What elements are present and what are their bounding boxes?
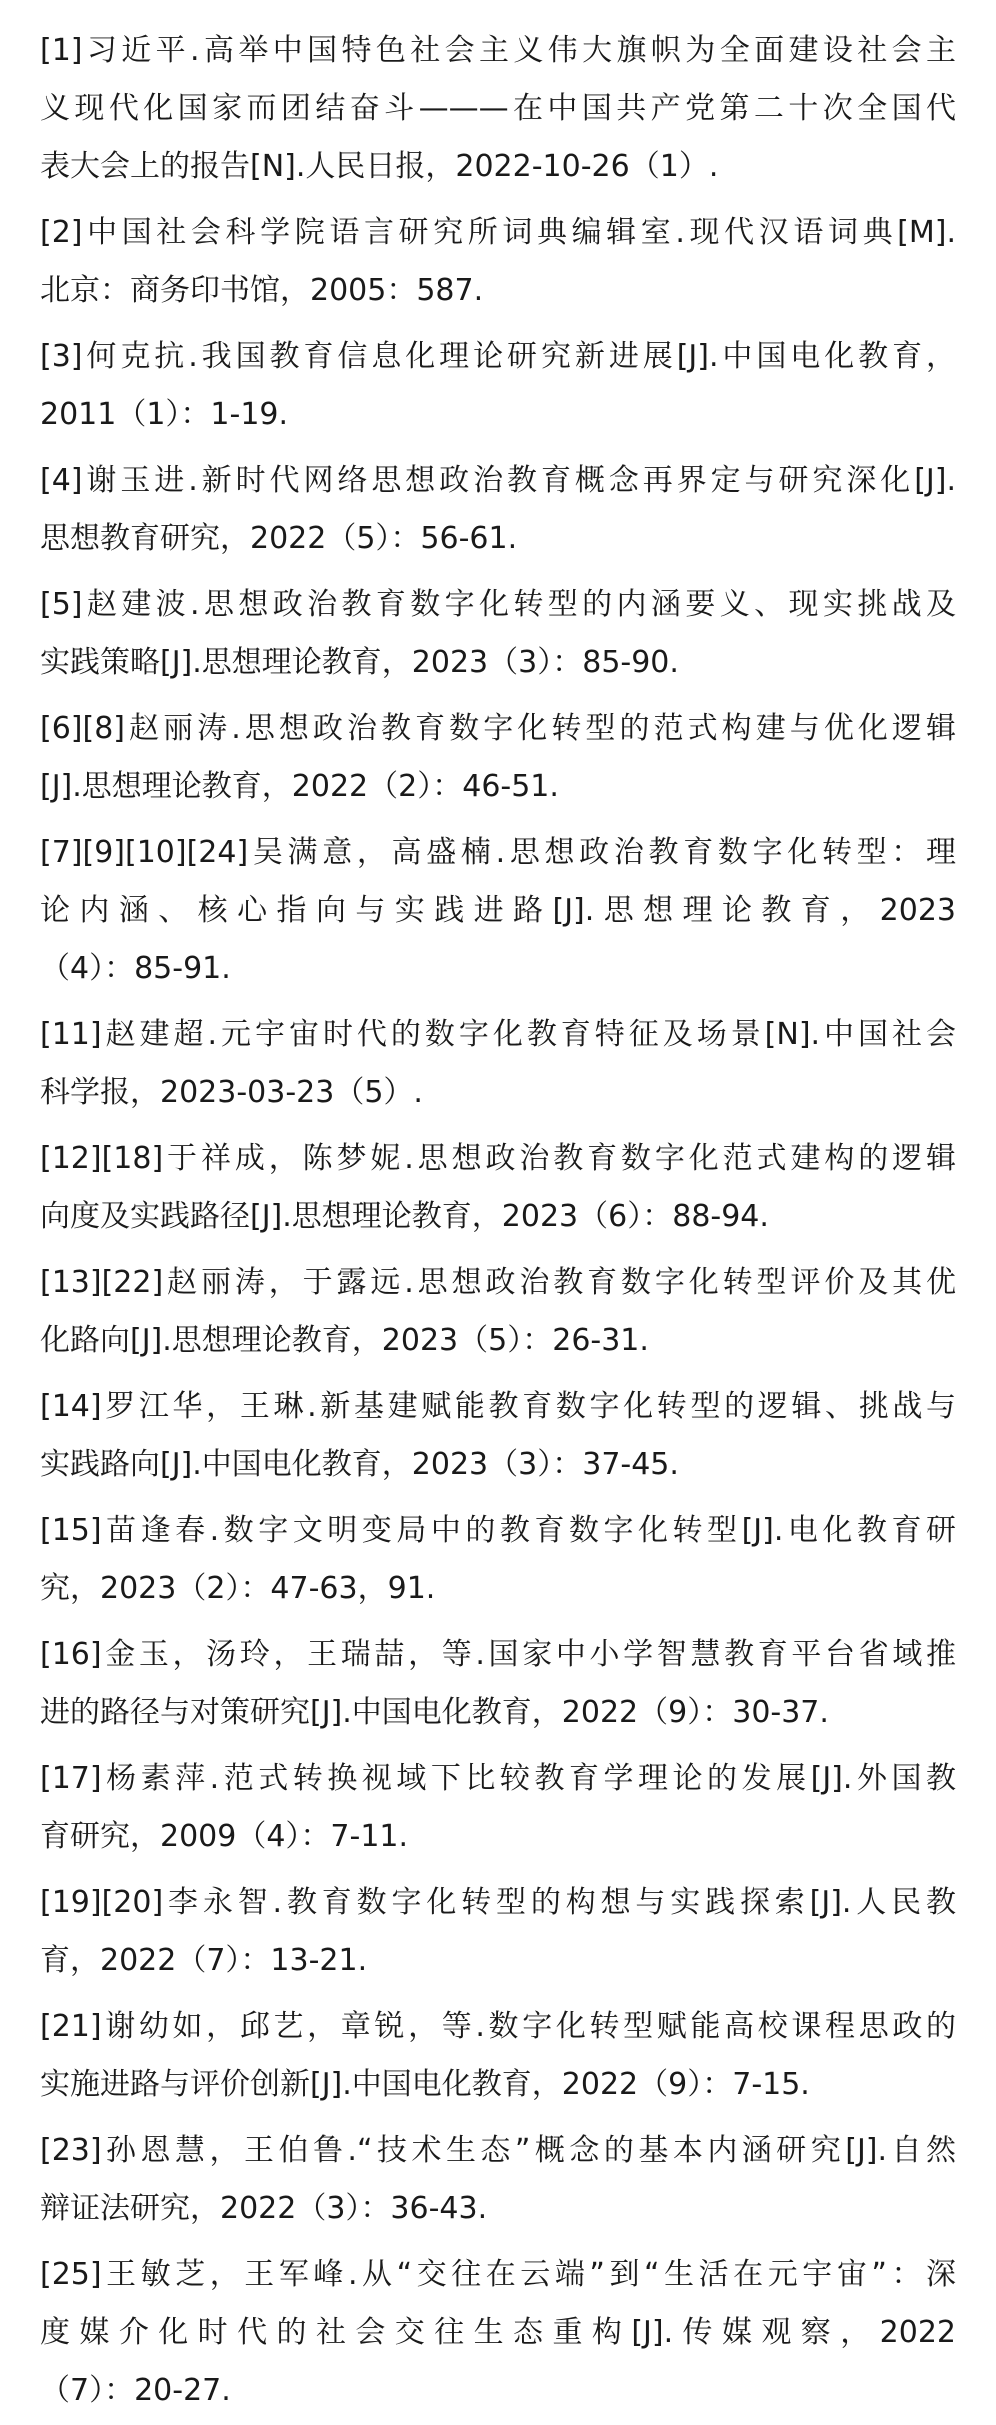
reference-entry <box>40 1874 956 1990</box>
reference-line: [25]王敏芝，王军峰.从“交往在云端”到“生活在元宇宙”：深 <box>40 2257 956 2292</box>
reference-line: [6][8]赵丽涛.思想政治教育数字化转型的范式构建与优化逻辑 <box>40 711 956 746</box>
reference-line: [19][20]李永智.教育数字化转型的构想与实践探索[J].人民教 <box>40 1885 956 1920</box>
reference-line: [23]孙恩慧，王伯鲁.“技术生态”概念的基本内涵研究[J].自然 <box>40 2133 956 2168</box>
reference-entry <box>40 328 956 444</box>
reference-entry <box>40 824 956 998</box>
reference-entry <box>40 2122 956 2238</box>
reference-entry <box>40 1998 956 2114</box>
reference-line: [14]罗江华，王琳.新基建赋能教育数字化转型的逻辑、挑战与 <box>40 1389 956 1424</box>
reference-line: 义现代化国家而团结奋斗———在中国共产党第二十次全国代 <box>40 91 956 126</box>
reference-line: 2011（1）：1-19. <box>40 397 289 432</box>
reference-line: [5]赵建波.思想政治教育数字化转型的内涵要义、现实挑战及 <box>40 587 956 622</box>
reference-line: [15]苗逢春.数字文明变局中的教育数字化转型[J].电化教育研 <box>40 1513 956 1548</box>
reference-line: [2]中国社会科学院语言研究所词典编辑室.现代汉语词典[M]. <box>40 215 956 250</box>
reference-line: 辩证法研究，2022（3）：36-43. <box>40 2191 488 2226</box>
reference-line: 实践路向[J].中国电化教育，2023（3）：37-45. <box>40 1447 679 1482</box>
reference-line: 科学报，2023-03-23（5）. <box>40 1075 423 1110</box>
reference-line: [12][18]于祥成，陈梦妮.思想政治教育数字化范式建构的逻辑 <box>40 1141 956 1176</box>
reference-line: 究，2023（2）：47-63，91. <box>40 1571 436 1606</box>
reference-line: [16]金玉，汤玲，王瑞喆，等.国家中小学智慧教育平台省域推 <box>40 1637 956 1672</box>
reference-list <box>40 22 956 2420</box>
reference-line: 思想教育研究，2022（5）：56-61. <box>40 521 518 556</box>
reference-entry <box>40 1006 956 1122</box>
reference-line: 进的路径与对策研究[J].中国电化教育，2022（9）：30-37. <box>40 1695 829 1730</box>
reference-line: [21]谢幼如，邱艺，章锐，等.数字化转型赋能高校课程思政的 <box>40 2009 956 2044</box>
reference-line: [1]习近平.高举中国特色社会主义伟大旗帜为全面建设社会主 <box>40 33 956 68</box>
reference-entry <box>40 452 956 568</box>
reference-line: [7][9][10][24]吴满意，高盛楠.思想政治教育数字化转型：理 <box>40 835 956 870</box>
reference-line: 育研究，2009（4）：7-11. <box>40 1819 409 1854</box>
reference-line: [J].思想理论教育，2022（2）：46-51. <box>40 769 559 804</box>
reference-line: 育，2022（7）：13-21. <box>40 1943 368 1978</box>
reference-entry <box>40 2246 956 2420</box>
reference-entry <box>40 1130 956 1246</box>
reference-line: 表大会上的报告[N].人民日报，2022-10-26（1）. <box>40 149 719 184</box>
reference-line: 度媒介化时代的社会交往生态重构[J].传媒观察，2022 <box>40 2315 956 2350</box>
reference-line: 化路向[J].思想理论教育，2023（5）：26-31. <box>40 1323 649 1358</box>
reference-line: （7）：20-27. <box>40 2373 231 2408</box>
reference-line: （4）：85-91. <box>40 951 231 986</box>
reference-line: [11]赵建超.元宇宙时代的数字化教育特征及场景[N].中国社会 <box>40 1017 956 1052</box>
reference-entry <box>40 1626 956 1742</box>
reference-entry <box>40 700 956 816</box>
reference-line: 实施进路与评价创新[J].中国电化教育，2022（9）：7-15. <box>40 2067 810 2102</box>
reference-line: 向度及实践路径[J].思想理论教育，2023（6）：88-94. <box>40 1199 769 1234</box>
reference-line: 论内涵、核心指向与实践进路[J].思想理论教育，2023 <box>40 893 956 928</box>
reference-line: [13][22]赵丽涛，于露远.思想政治教育数字化转型评价及其优 <box>40 1265 956 1300</box>
reference-entry <box>40 1378 956 1494</box>
reference-entry <box>40 204 956 320</box>
reference-line: [3]何克抗.我国教育信息化理论研究新进展[J].中国电化教育， <box>40 339 956 374</box>
reference-entry <box>40 1750 956 1866</box>
reference-entry <box>40 576 956 692</box>
reference-line: 北京：商务印书馆，2005：587. <box>40 273 484 308</box>
reference-line: [4]谢玉进.新时代网络思想政治教育概念再界定与研究深化[J]. <box>40 463 956 498</box>
reference-line: [17]杨素萍.范式转换视域下比较教育学理论的发展[J].外国教 <box>40 1761 956 1796</box>
reference-entry <box>40 1254 956 1370</box>
reference-entry <box>40 1502 956 1618</box>
reference-line: 实践策略[J].思想理论教育，2023（3）：85-90. <box>40 645 679 680</box>
reference-entry <box>40 22 956 196</box>
